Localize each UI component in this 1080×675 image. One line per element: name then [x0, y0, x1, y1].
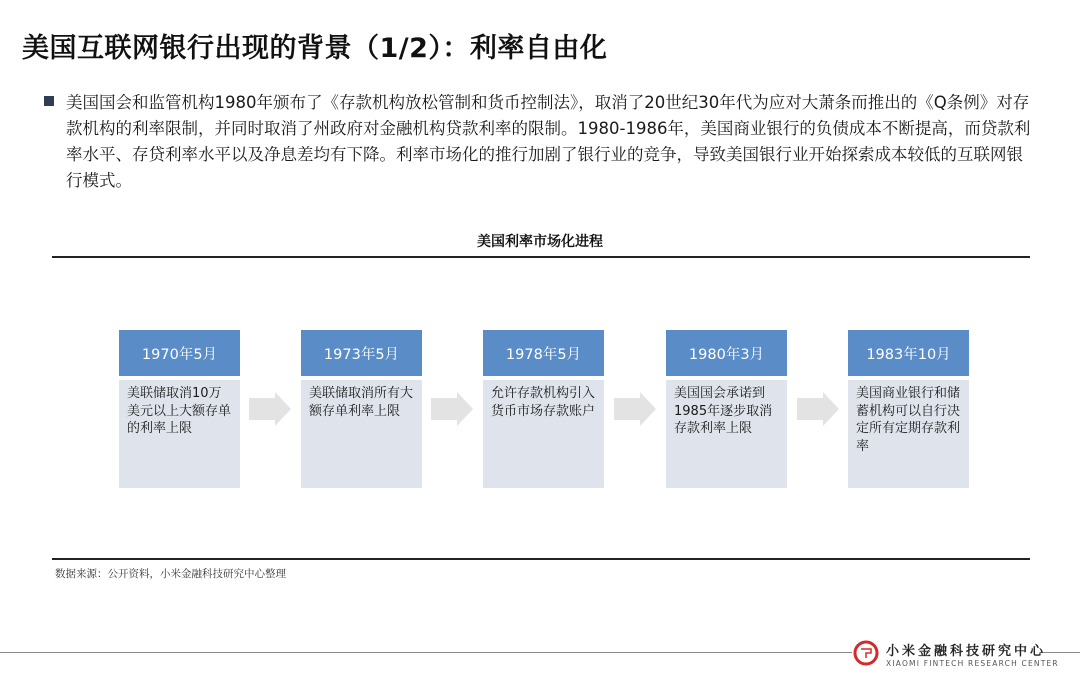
timeline-card-4	[666, 330, 787, 488]
bottom-divider	[52, 558, 1030, 560]
slide-title: 美国互联网银行出现的背景（1/2）：利率自由化	[22, 33, 608, 64]
timeline-date: 1978年5月	[483, 330, 604, 376]
timeline-event: 美联储取消10万美元以上大额存单的利率上限	[119, 380, 240, 488]
footer-rule	[0, 652, 852, 653]
timeline-date: 1980年3月	[666, 330, 787, 376]
brand-name-en: XIAOMI FINTECH RESEARCH CENTER	[886, 659, 1059, 668]
timeline-card-3	[483, 330, 604, 488]
timeline-event: 美联储取消所有大额存单利率上限	[301, 380, 422, 488]
arrow-right-icon	[431, 392, 473, 426]
timeline-date: 1983年10月	[848, 330, 969, 376]
intro-text: 美国国会和监管机构1980年颁布了《存款机构放松管制和货币控制法》，取消了20世纪30年代为应对大萧条而推出的《Q条例》对存款机构的利率限制，并同时取消了州政府对金融机构贷款利率的限制。1980-1986年，美国商业银行的负债成本不断提高，而贷款利率水平、存贷利率水平以及净息差均有下降。利率市场化的推行加剧了银行业的竞争，导致美国银行业开始探索成本较低的互联网银行模式。	[66, 93, 1031, 190]
source-note: 数据来源：公开资料，小米金融科技研究中心整理	[55, 568, 286, 580]
arrow-right-icon	[614, 392, 656, 426]
timeline-event: 美国商业银行和储蓄机构可以自行决定所有定期存款利率	[848, 380, 969, 488]
bullet-square-icon	[44, 96, 54, 106]
timeline-date: 1973年5月	[301, 330, 422, 376]
brand-name-cn: 小米金融科技研究中心	[886, 644, 1047, 659]
timeline-title: 美国利率市场化进程	[477, 234, 603, 250]
arrow-right-icon	[249, 392, 291, 426]
timeline-card-1	[119, 330, 240, 488]
arrow-right-icon	[797, 392, 839, 426]
brand-logo-icon	[853, 640, 879, 666]
timeline-event: 允许存款机构引入货币市场存款账户	[483, 380, 604, 488]
top-divider	[52, 256, 1030, 258]
timeline-card-5	[848, 330, 969, 488]
intro-paragraph	[44, 90, 1034, 194]
timeline-card-2	[301, 330, 422, 488]
timeline-date: 1970年5月	[119, 330, 240, 376]
timeline-event: 美国国会承诺到1985年逐步取消存款利率上限	[666, 380, 787, 488]
